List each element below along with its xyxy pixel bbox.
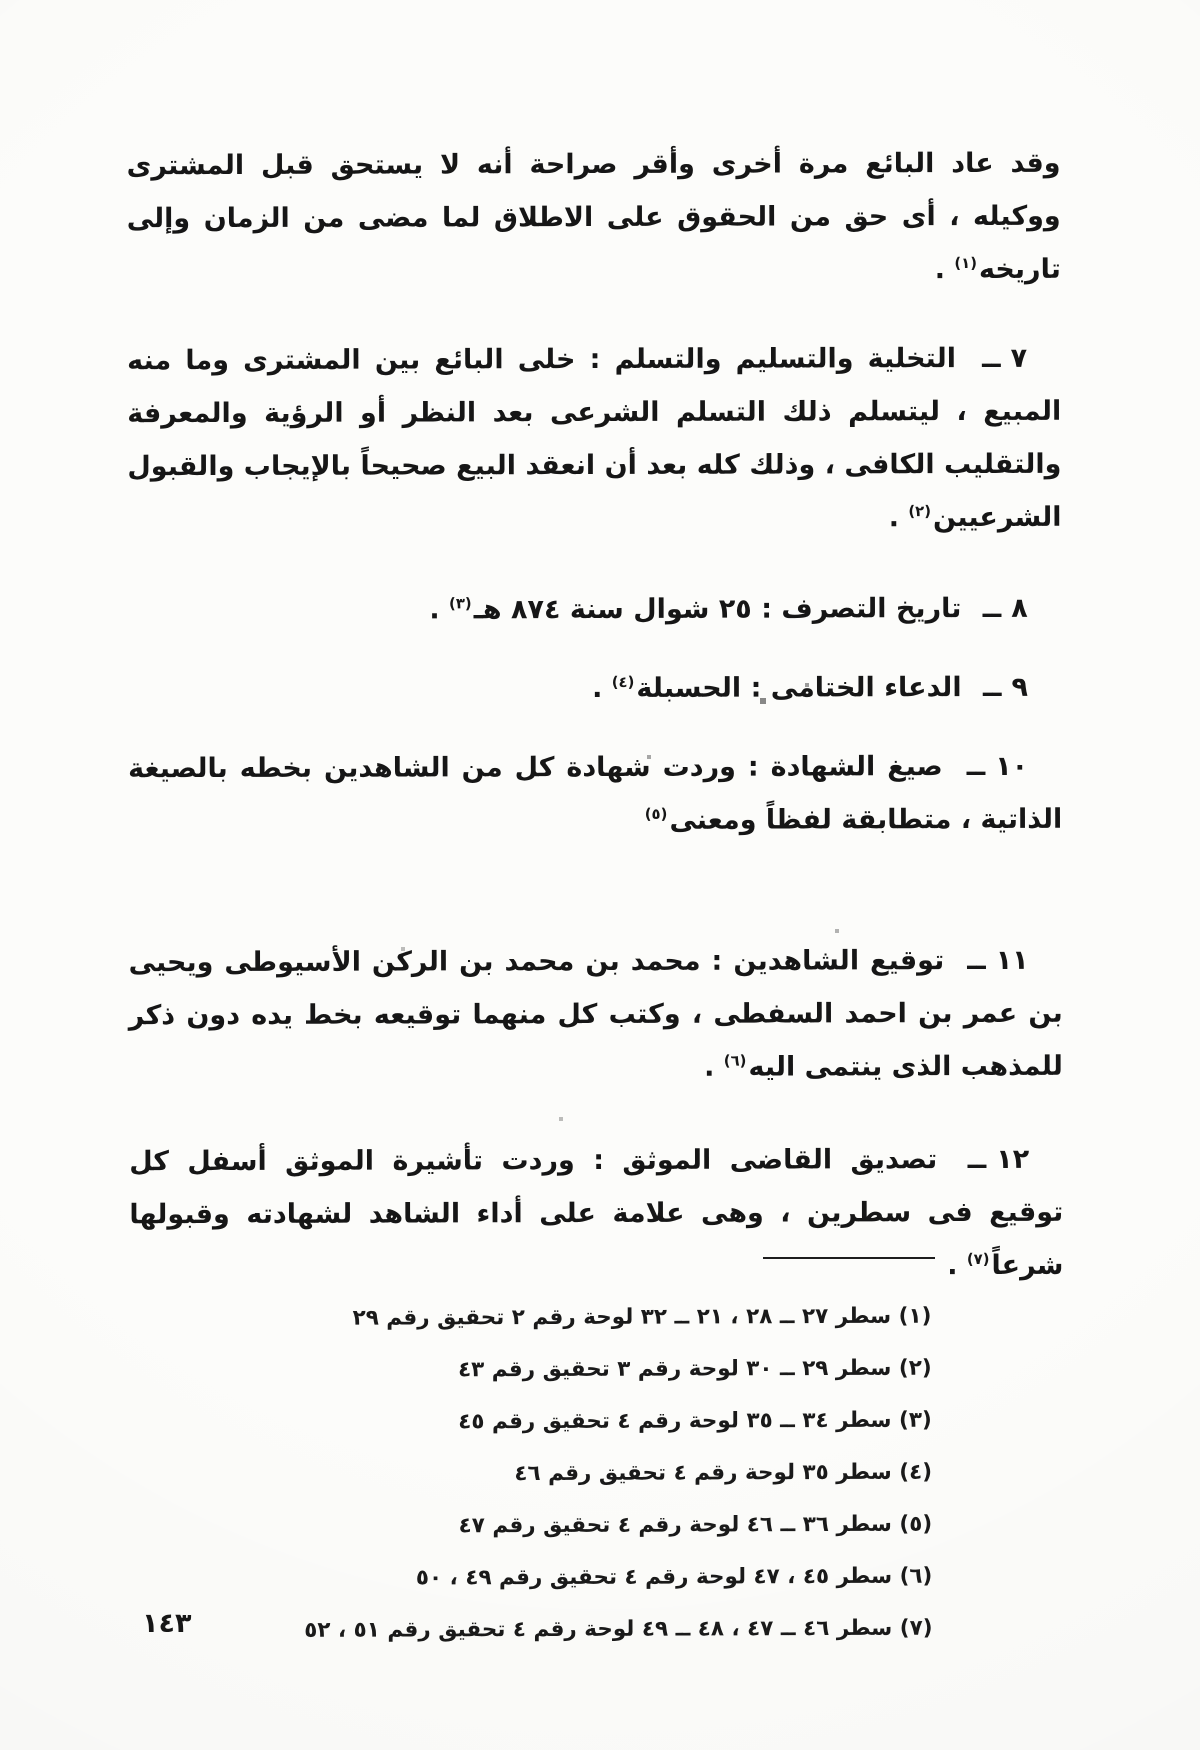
footnote-line-7: (٧) سطر ٤٦ ــ ٤٧ ، ٤٨ ــ ٤٩ لوحة رقم ٤ تحقيق رقم ٥١ ، ٥٢ — [304, 1615, 933, 1643]
numbered-item-12 — [129, 1133, 1063, 1294]
item-12-number: ١٢ — [996, 1143, 1030, 1175]
item-10-text: صيغ الشهادة : وردت شهادة كل من الشاهدين بخطه بالصيغة الذاتية ، متطابقة لفظاً ومعنى — [128, 751, 1063, 836]
footnotes-block — [149, 1291, 932, 1658]
footnote-ref-2: (٢) — [908, 502, 932, 521]
numbered-item-9 — [128, 661, 1062, 716]
main-text-block — [126, 137, 1063, 1294]
item-9-dash: ــ — [982, 671, 1002, 703]
item-7-tail: . — [888, 502, 909, 534]
item-11-number: ١١ — [995, 944, 1029, 976]
item-9-text: الدعاء الختامى : الحسبلة — [636, 672, 962, 704]
footnote-line-3: (٣) سطر ٣٤ ــ ٣٥ لوحة رقم ٤ تحقيق رقم ٤٥ — [458, 1407, 932, 1435]
item-8-number: ٨ — [1011, 592, 1028, 624]
numbered-item-8 — [128, 582, 1062, 637]
footnote-line-4: (٤) سطر ٣٥ لوحة رقم ٤ تحقيق رقم ٤٦ — [514, 1459, 933, 1487]
footnote-ref-5: (٥) — [644, 804, 668, 823]
intro-tail: . — [934, 254, 955, 286]
intro-paragraph — [126, 137, 1060, 298]
item-8-text: تاريخ التصرف : ٢٥ شوال سنة ٨٧٤ هـ — [473, 593, 962, 626]
footnote-ref-3: (٣) — [448, 594, 472, 613]
footnote-line-5: (٥) سطر ٣٦ ــ ٤٦ لوحة رقم ٤ تحقيق رقم ٤٧ — [458, 1511, 933, 1539]
numbered-item-7 — [127, 332, 1062, 546]
numbered-item-11 — [129, 934, 1063, 1095]
footnote-separator-rule — [763, 1257, 935, 1259]
footnote-ref-4: (٤) — [611, 672, 635, 691]
footnote-line-2: (٢) سطر ٢٩ ــ ٣٠ لوحة رقم ٣ تحقيق رقم ٤٣ — [457, 1355, 932, 1383]
footnote-ref-7: (٧) — [966, 1249, 990, 1269]
item-12-text: تصديق القاضى الموثق : وردت تأشيرة الموثق أسفل كل توقيع فى سطرين ، وهى علامة على أداء الشاهد لشهادته وقبولها شرعاً — [129, 1144, 1064, 1281]
item-9-number: ٩ — [1011, 671, 1028, 703]
intro-text: وقد عاد البائع مرة أخرى وأقر صراحة أنه لا يستحق قبل المشترى ووكيله ، أى حق من الحقوق على الاطلاق لما مضى من الزمان وإلى تاريخه — [126, 147, 1061, 285]
item-12-tail: . — [947, 1250, 967, 1282]
numbered-item-10 — [128, 740, 1062, 848]
item-8-tail: . — [429, 594, 450, 626]
item-10-number: ١٠ — [995, 750, 1029, 782]
item-9-tail: . — [592, 672, 612, 705]
footnote-line-6: (٦) سطر ٤٥ ، ٤٧ لوحة رقم ٤ تحقيق رقم ٤٩ ، ٥٠ — [415, 1563, 933, 1591]
item-11-text: توقيع الشاهدين : محمد بن محمد بن الركن الأسيوطى ويحيى بن عمر بن احمد السفطى ، وكتب كل منهما توقيعه بخط يده دون ذكر للمذهب الذى ينتمى اليه — [128, 945, 1063, 1083]
footnote-ref-6: (٦) — [723, 1051, 747, 1070]
page-number: ١٤٣ — [142, 1608, 192, 1639]
footnote-ref-1: (١) — [954, 253, 978, 273]
item-10-dash: ــ — [966, 750, 986, 783]
item-7-text: التخلية والتسليم والتسلم : خلى البائع بين المشترى وما منه المبيع ، ليتسلم ذلك التسلم الشرعى بعد النظر أو الرؤية والمعرفة والتقليب الكافى ، وذلك كله بعد أن انعقد البيع صحيحاً بالإيجاب والقبول الشرعيين — [127, 343, 1062, 534]
scan-speckle-dots — [0, 0, 2, 2]
item-8-dash: ــ — [982, 592, 1002, 624]
footnote-line-1: (١) سطر ٢٧ ــ ٢٨ ، ٢١ ــ ٣٢ لوحة رقم ٢ تحقيق رقم ٢٩ — [352, 1303, 932, 1331]
item-11-dash: ــ — [967, 944, 986, 977]
item-7-number: ٧ — [1010, 342, 1028, 374]
item-11-tail: . — [704, 1051, 724, 1083]
item-12-dash: ــ — [967, 1143, 987, 1176]
item-7-dash: ــ — [982, 342, 1001, 374]
